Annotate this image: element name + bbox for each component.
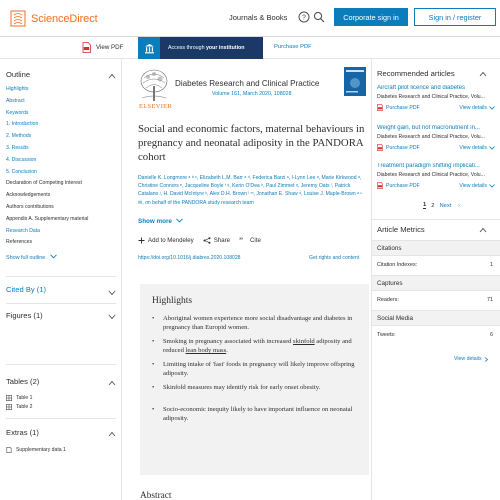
view-details-link[interactable]: View details — [459, 183, 495, 189]
rights-link[interactable]: Get rights and content — [309, 255, 360, 261]
tables-title[interactable]: Tables (2) — [6, 377, 40, 386]
share-button[interactable]: Share — [203, 237, 230, 244]
chevron-right-icon — [484, 357, 489, 362]
figures-title[interactable]: Figures (1) — [6, 311, 43, 320]
recommended-actions — [377, 182, 495, 189]
outline-item[interactable]: Appendix A. Supplementary material — [6, 215, 89, 222]
brand-name: ScienceDirect — [31, 12, 98, 25]
help-icon[interactable] — [298, 11, 310, 23]
publisher-name: ELSEVIER — [139, 103, 173, 110]
highlight-item: • Limiting intake of 'fast' foods in pregnancy will likely improve offspring adiposity. — [152, 361, 355, 378]
divider — [6, 276, 116, 277]
recommended-journal: Diabetes Research and Clinical Practice, Volu... — [377, 134, 485, 140]
access-institution-button[interactable] — [138, 37, 263, 59]
journal-cover-image[interactable] — [344, 67, 366, 96]
chevron-down-icon[interactable] — [108, 290, 116, 296]
recommended-journal: Diabetes Research and Clinical Practice, Volu... — [377, 94, 485, 100]
outline-item[interactable]: Highlights — [6, 86, 29, 92]
highlight-item: • Skinfold measures may identify risk for early onset obesity. — [152, 384, 321, 391]
bullet-icon: • — [152, 406, 155, 413]
journals-books-link[interactable]: Journals & Books — [229, 13, 288, 22]
outline-item[interactable]: Declaration of Competing Interest — [6, 180, 82, 187]
table-item[interactable]: Table 1 — [6, 395, 32, 401]
divider — [6, 364, 116, 365]
top-header — [0, 0, 500, 37]
recommended-actions — [377, 144, 495, 151]
cited-by-link[interactable]: Cited By (1) — [6, 285, 47, 294]
pdf-icon — [377, 104, 383, 111]
outline-item[interactable]: 4. Discussion — [6, 156, 37, 163]
recommended-title-link[interactable]: Treatment paradigm shifting implicati... — [377, 163, 480, 169]
article-metrics-title: Article Metrics — [377, 225, 425, 234]
extras-title[interactable]: Extras (1) — [6, 428, 39, 437]
chevron-up-icon[interactable] — [479, 227, 487, 233]
bullet-icon: • — [152, 361, 155, 368]
highlights-box — [140, 284, 369, 475]
sign-in-register-button[interactable]: Sign in / register — [414, 8, 496, 26]
add-to-mendeley-button[interactable]: Add to Mendeley — [138, 237, 194, 244]
purchase-pdf-link[interactable]: Purchase PDF — [377, 144, 420, 151]
purchase-pdf-link[interactable]: Purchase PDF — [377, 104, 420, 111]
purchase-pdf-link[interactable]: Purchase PDF — [274, 44, 312, 50]
sciencedirect-logo-icon — [10, 10, 26, 27]
outline-item[interactable]: Keywords — [6, 109, 29, 116]
divider — [6, 303, 116, 304]
view-pdf-link[interactable]: View PDF — [96, 44, 124, 51]
share-icon — [203, 237, 211, 244]
recommended-title: Recommended articles — [377, 69, 455, 78]
bullet-icon: • — [152, 315, 155, 322]
chevron-up-icon[interactable] — [479, 71, 487, 77]
pdf-icon — [377, 182, 383, 189]
svg-text:?: ? — [302, 14, 306, 22]
recommended-title-link[interactable]: Weight gain, but not macronutrient in... — [377, 125, 480, 131]
divider — [372, 219, 500, 220]
social-media-header: Social Media — [372, 310, 500, 326]
bullet-icon: • — [152, 338, 155, 345]
outline-item[interactable]: 2. Methods — [6, 133, 32, 140]
author-list[interactable]: Danielle K. Longmore ᵃ ᵇ ᶜ, Elizabeth L.M. Barr ᵃ ᵈ, Federica Barzi ᵃ, I-Lynn Lee ᵃ, Marie Kirkwood ᵃ, Christine Connors ᵉ, Jacqueline Boyle ᶠ ᵍ, Kerin O'Dea ʰ, Paul Zimmet ᵍ, Jeremy Oats ⁱ, Patrick Catalano ʲ, H. David McIntyre ᵏ, Alex D.H. Brown ˡ ᵐ, Jonathan E. Shaw ᵈ, Louise J. Maple-Brown ᵃ ⁿ ✉, on behalf of the PANDORA study research team — [138, 175, 363, 206]
journal-volume[interactable]: Volume 161, March 2020, 108028 — [212, 91, 292, 97]
outline-item[interactable]: Acknowledgements — [6, 192, 51, 199]
next-page-button[interactable]: Next › — [439, 202, 460, 209]
page-2[interactable]: 2 — [431, 202, 435, 209]
cite-button[interactable]: ” Cite — [239, 237, 261, 244]
divider — [6, 418, 116, 419]
outline-item[interactable]: 3. Results — [6, 145, 29, 151]
elsevier-tree-logo-icon[interactable] — [138, 68, 171, 104]
table-icon — [6, 395, 12, 401]
chevron-down-icon — [176, 218, 183, 223]
outline-item[interactable]: Authors contributions — [6, 204, 54, 210]
highlight-item: • Smoking in pregnancy associated with increased skinfold adiposity and reduced lean body mass. — [152, 338, 352, 355]
page-1[interactable]: 1 — [423, 202, 427, 208]
recommended-article — [377, 125, 495, 151]
chevron-down-icon[interactable] — [108, 314, 116, 320]
access-label: Access through your institution — [168, 45, 245, 51]
readers-row: Readers: 71 — [377, 297, 493, 303]
search-icon[interactable] — [313, 11, 325, 23]
recommended-article — [377, 163, 495, 189]
article-title: Social and economic factors, maternal behaviours in pregnancy and neonatal adiposity in the PANDORA cohort — [138, 123, 365, 163]
highlight-item: • Socio-economic inequity likely to have important influence on neonatal adiposity. — [152, 406, 353, 423]
recommended-article — [377, 85, 495, 111]
view-details-link[interactable]: View details — [459, 105, 495, 111]
journal-title[interactable]: Diabetes Research and Clinical Practice — [175, 79, 320, 88]
citation-indexes-row: Citation Indexes: 1 — [377, 262, 493, 268]
plus-icon — [138, 237, 145, 244]
extra-item[interactable]: Supplementary data 1 — [6, 447, 66, 453]
outline-item[interactable]: Abstract — [6, 97, 25, 104]
right-sidebar — [371, 59, 500, 500]
highlight-item: • Aboriginal women experience more social disadvantage and diabetes in pregnancy than Europid women. — [152, 315, 353, 332]
highlights-title: Highlights — [152, 296, 193, 306]
chevron-down-icon — [489, 184, 495, 188]
outline-item[interactable]: References — [6, 239, 33, 246]
citations-header: Citations — [372, 240, 500, 256]
outline-title: Outline — [6, 70, 31, 79]
outline-item[interactable]: Research Data — [6, 227, 40, 234]
cover-art-icon — [344, 67, 366, 96]
recommended-journal: Diabetes Research and Clinical Practice, Volu... — [377, 172, 485, 178]
table-icon — [6, 404, 12, 410]
chevron-down-icon — [50, 254, 57, 259]
institution-icon — [138, 37, 160, 59]
show-full-outline-button[interactable]: Show full outline — [6, 254, 57, 261]
document-icon — [6, 447, 12, 453]
outline-item[interactable]: 5. Conclusion — [6, 168, 37, 175]
chevron-down-icon — [489, 106, 495, 110]
article-main — [122, 59, 371, 500]
quote-icon — [239, 237, 247, 244]
chevron-up-icon[interactable] — [108, 431, 116, 437]
chevron-up-icon[interactable] — [108, 73, 116, 79]
view-details-link[interactable]: View details — [459, 145, 495, 151]
svg-text:”: ” — [239, 237, 243, 244]
corporate-sign-in-button[interactable]: Corporate sign in — [334, 8, 408, 26]
doi-link[interactable]: https://doi.org/10.1016/j.diabres.2020.108028 — [138, 255, 241, 261]
pagination — [423, 202, 465, 209]
recommended-actions — [377, 104, 495, 111]
chevron-up-icon[interactable] — [108, 380, 116, 386]
show-more-button[interactable]: Show more — [138, 218, 183, 225]
chevron-down-icon — [489, 146, 495, 150]
pdf-icon — [377, 144, 383, 151]
brand[interactable] — [10, 10, 98, 27]
article-toolbar — [0, 37, 500, 59]
outline-item[interactable]: 1. Introduction — [6, 121, 39, 128]
view-metrics-details-link[interactable]: View details — [454, 356, 489, 362]
article-actions — [138, 237, 270, 244]
captures-header: Captures — [372, 275, 500, 291]
abstract-heading: Abstract — [140, 491, 172, 500]
bullet-icon: • — [152, 384, 155, 391]
table-item[interactable]: Table 2 — [6, 404, 32, 410]
tweets-row: Tweets: 6 — [377, 332, 493, 338]
pdf-icon — [82, 42, 91, 53]
purchase-pdf-link[interactable]: Purchase PDF — [377, 182, 420, 189]
recommended-title-link[interactable]: Aircraft pilot licence and diabetes — [377, 85, 466, 91]
